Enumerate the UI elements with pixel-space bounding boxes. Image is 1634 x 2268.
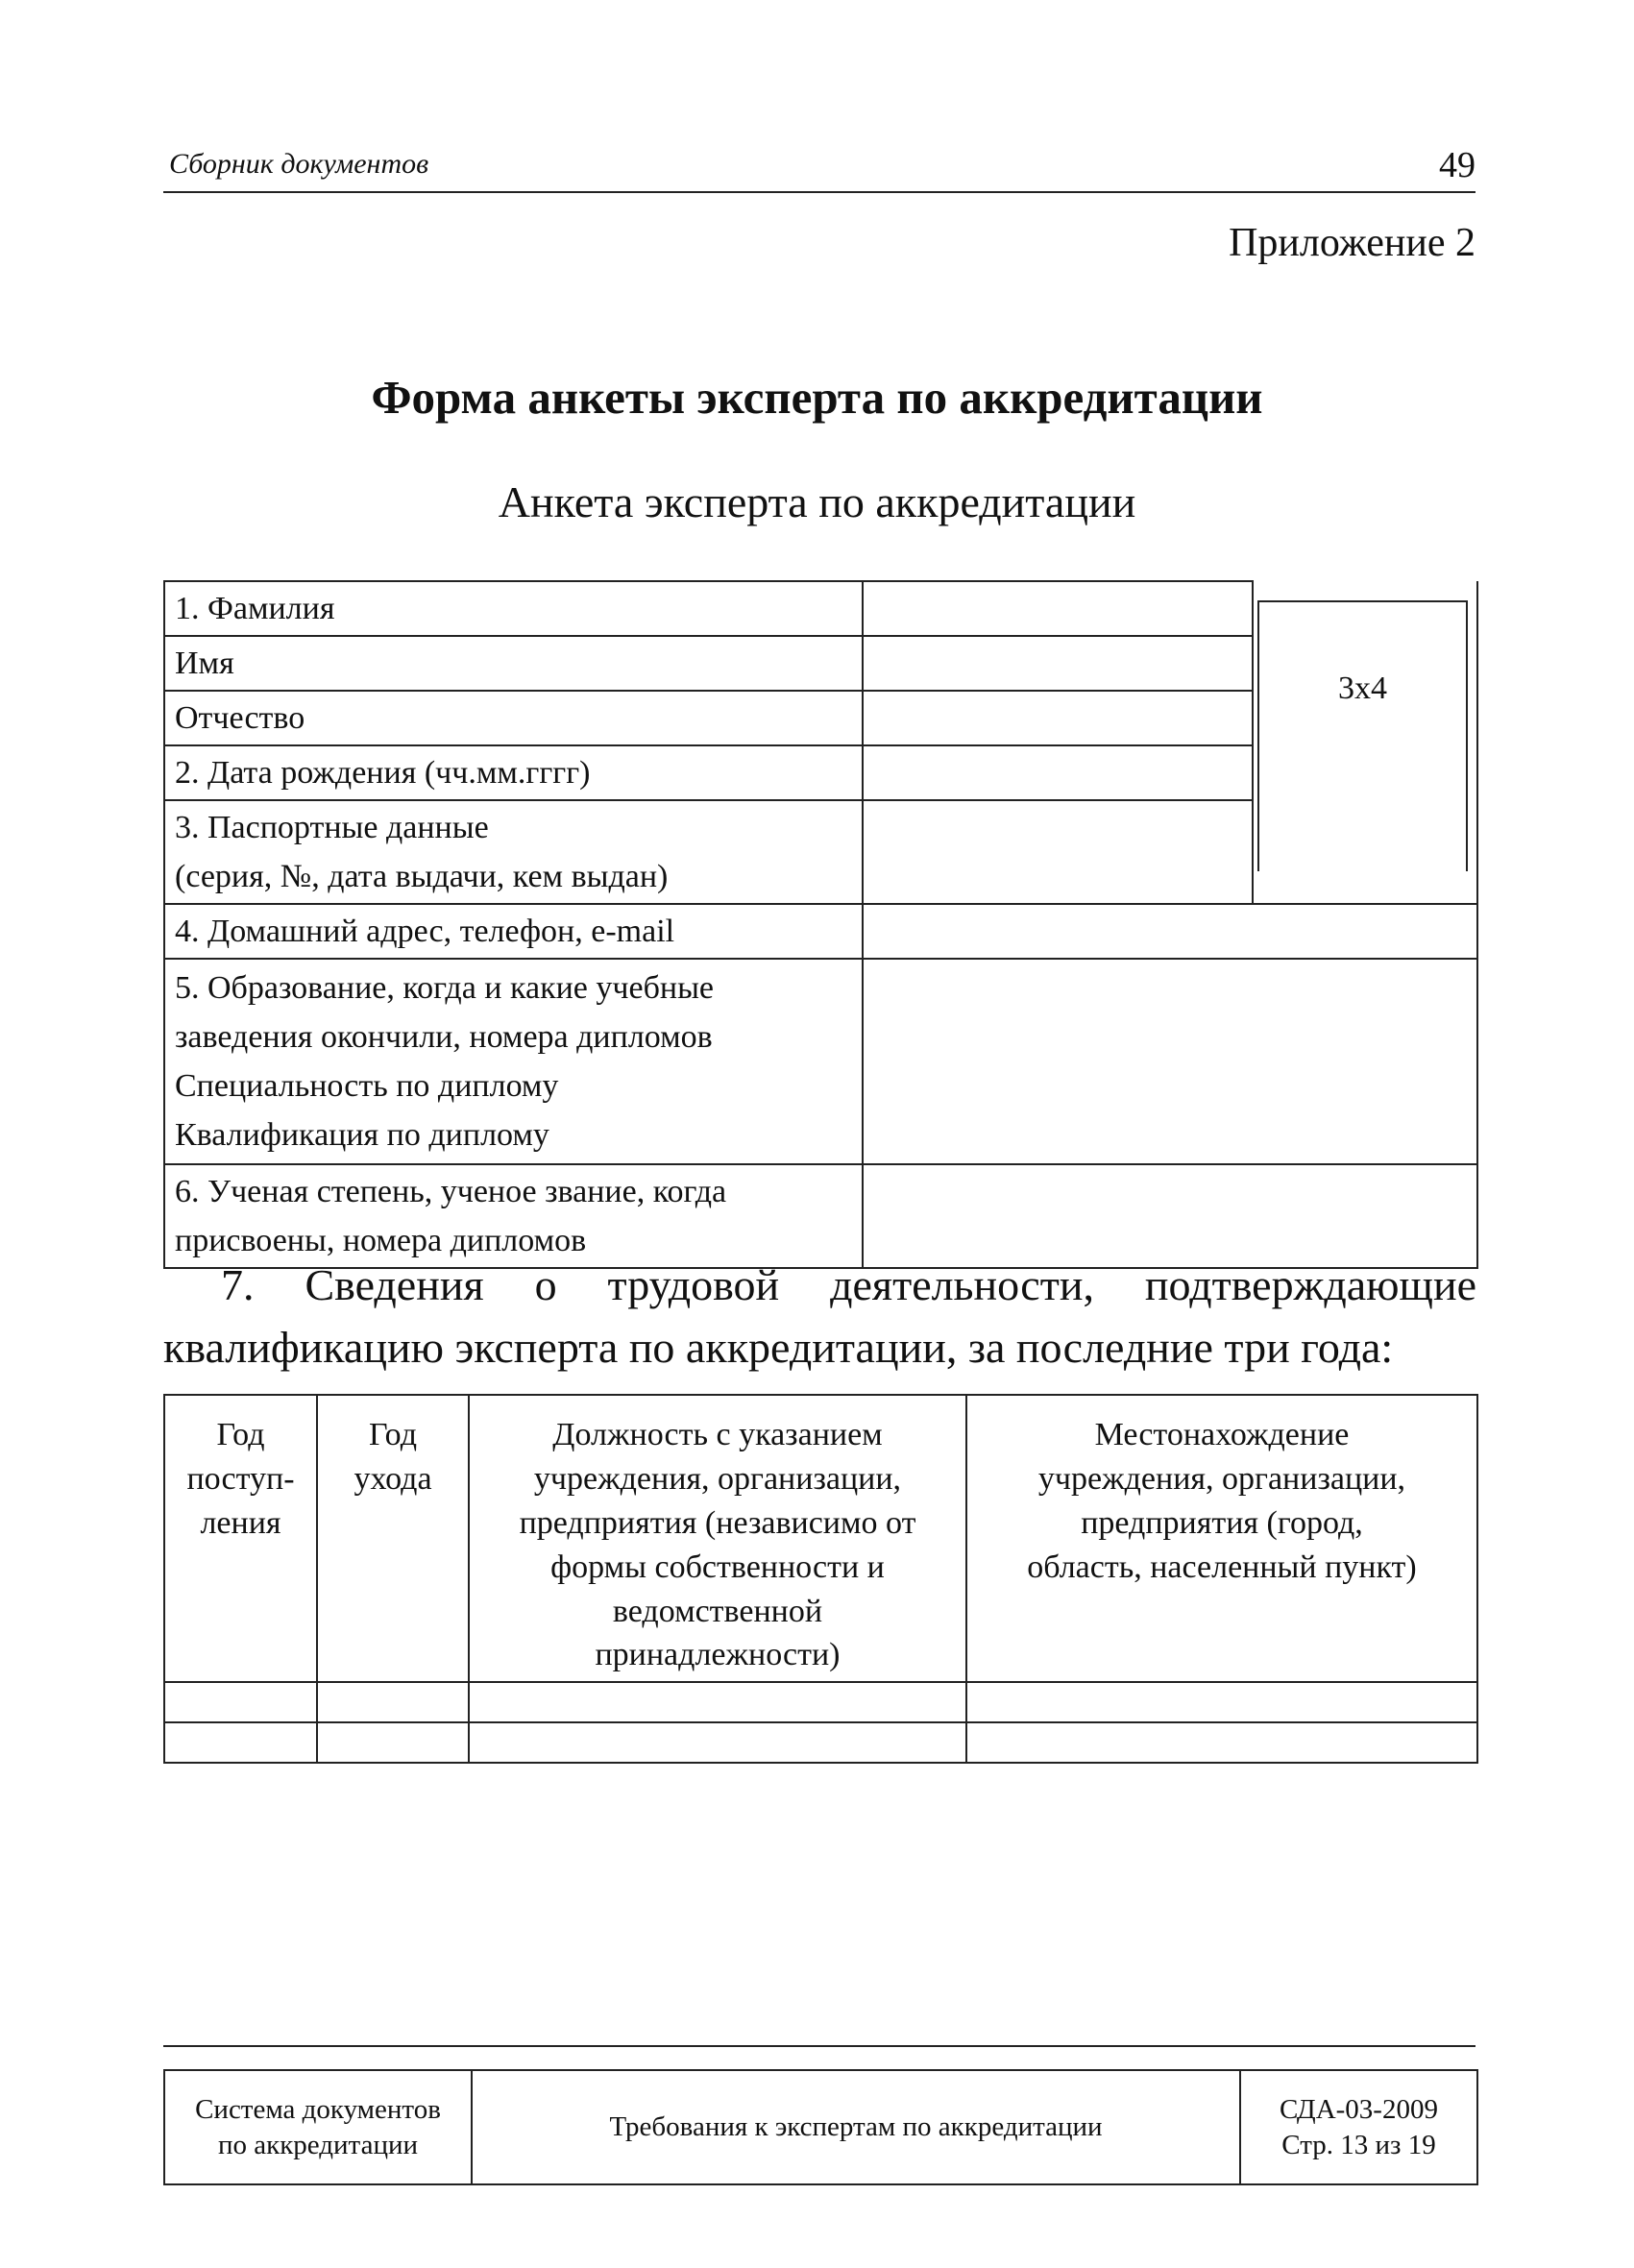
cell-position[interactable] bbox=[469, 1722, 966, 1763]
header-position-line2: учреждения, организации, bbox=[533, 1460, 902, 1497]
header-location-line1: Местонахождение bbox=[1094, 1417, 1350, 1452]
cell-start-year[interactable] bbox=[164, 1682, 317, 1722]
label-qualification: Квалификация по диплому bbox=[175, 1117, 549, 1153]
photo-box[interactable] bbox=[1257, 600, 1468, 871]
label-address: 4. Домашний адрес, телефон, e-mail bbox=[164, 904, 863, 959]
form-subtitle: Анкета эксперта по аккредитации bbox=[498, 477, 1136, 526]
footer-document-title: Требования к экспертам по аккредитации bbox=[472, 2070, 1240, 2184]
field-passport[interactable] bbox=[863, 800, 1253, 904]
row-surname bbox=[164, 581, 1477, 636]
footer-system-line2: по аккредитации bbox=[217, 2129, 419, 2160]
header-location-line3: предприятия (город, bbox=[1081, 1504, 1363, 1541]
row-degree bbox=[164, 1164, 1477, 1268]
footer-doc-info bbox=[1240, 2070, 1477, 2184]
row-education bbox=[164, 959, 1477, 1164]
running-header-collection: Сборник документов bbox=[169, 148, 429, 180]
cell-location[interactable] bbox=[966, 1682, 1477, 1722]
label-passport-line1: 3. Паспортные данные bbox=[175, 810, 489, 845]
label-speciality: Специальность по диплому bbox=[175, 1068, 559, 1104]
label-passport-line2: (серия, №, дата выдачи, кем выдан) bbox=[175, 859, 669, 894]
header-start-year bbox=[164, 1395, 317, 1682]
header-start-year-line3: ления bbox=[200, 1504, 281, 1541]
field-address[interactable] bbox=[863, 904, 1477, 959]
footer-system-line1: Система документов bbox=[195, 2094, 441, 2126]
field-birth-date[interactable] bbox=[863, 745, 1253, 800]
field-surname[interactable] bbox=[863, 581, 1253, 636]
label-degree-line1: 6. Ученая степень, ученое звание, когда bbox=[175, 1174, 727, 1209]
header-position-line4: формы собственности и bbox=[550, 1549, 885, 1585]
appendix-label: Приложение 2 bbox=[1229, 221, 1475, 265]
header-end-year-line2: ухода bbox=[354, 1460, 432, 1497]
field-name[interactable] bbox=[863, 636, 1253, 691]
table-row bbox=[164, 1722, 1477, 1763]
cell-end-year[interactable] bbox=[317, 1682, 469, 1722]
label-education bbox=[164, 959, 863, 1164]
label-degree-line2: присвоены, номера дипломов bbox=[175, 1223, 587, 1258]
header-location-line2: учреждения, организации, bbox=[1037, 1460, 1406, 1497]
header-start-year-line2: поступ- bbox=[186, 1460, 295, 1497]
label-name: Имя bbox=[164, 636, 863, 691]
header-position-line5: ведомственной bbox=[612, 1593, 823, 1629]
field-education[interactable] bbox=[863, 959, 1477, 1164]
footer-system bbox=[164, 2070, 472, 2184]
work-history-table bbox=[163, 1394, 1478, 1764]
label-birth-date: 2. Дата рождения (чч.мм.гггг) bbox=[164, 745, 863, 800]
header-end-year bbox=[317, 1395, 469, 1682]
cell-start-year[interactable] bbox=[164, 1722, 317, 1763]
footer-table bbox=[163, 2069, 1478, 2185]
photo-area bbox=[1253, 581, 1477, 904]
header-location-line4: область, населенный пункт) bbox=[1027, 1549, 1417, 1585]
page-number: 49 bbox=[1439, 145, 1475, 185]
label-degree bbox=[164, 1164, 863, 1268]
footer-page-count: Стр. 13 из 19 bbox=[1281, 2129, 1436, 2160]
header-start-year-line1: Год bbox=[216, 1417, 265, 1452]
header-end-year-line1: Год bbox=[369, 1417, 417, 1452]
label-education-line2: заведения окончили, номера дипломов bbox=[175, 1019, 713, 1055]
header-position-line6: принадлежности) bbox=[595, 1637, 841, 1673]
section-7-heading: 7. Сведения о трудовой деятельности, подтверждающие квалификацию эксперта по аккредитации, за последние три года: bbox=[163, 1260, 1476, 1373]
row-address bbox=[164, 904, 1477, 959]
footer-rule bbox=[163, 2045, 1475, 2047]
questionnaire-table bbox=[163, 580, 1478, 1269]
table-row bbox=[164, 1682, 1477, 1722]
header-location bbox=[966, 1395, 1477, 1682]
label-passport bbox=[164, 800, 863, 904]
cell-location[interactable] bbox=[966, 1722, 1477, 1763]
work-table-header-row bbox=[164, 1395, 1477, 1682]
label-education-line1: 5. Образование, когда и какие учебные bbox=[175, 970, 714, 1006]
header-position-line1: Должность с указанием bbox=[552, 1417, 883, 1452]
header-position bbox=[469, 1395, 966, 1682]
label-patronymic: Отчество bbox=[164, 691, 863, 745]
cell-end-year[interactable] bbox=[317, 1722, 469, 1763]
page-title: Форма анкеты эксперта по аккредитации bbox=[371, 371, 1263, 424]
header-rule bbox=[163, 191, 1475, 193]
cell-position[interactable] bbox=[469, 1682, 966, 1722]
header-position-line3: предприятия (независимо от bbox=[519, 1504, 916, 1541]
field-degree[interactable] bbox=[863, 1164, 1477, 1268]
footer-doc-code: СДА-03-2009 bbox=[1280, 2094, 1438, 2126]
label-surname: 1. Фамилия bbox=[164, 581, 863, 636]
field-patronymic[interactable] bbox=[863, 691, 1253, 745]
photo-size-label: 3х4 bbox=[1338, 671, 1387, 706]
